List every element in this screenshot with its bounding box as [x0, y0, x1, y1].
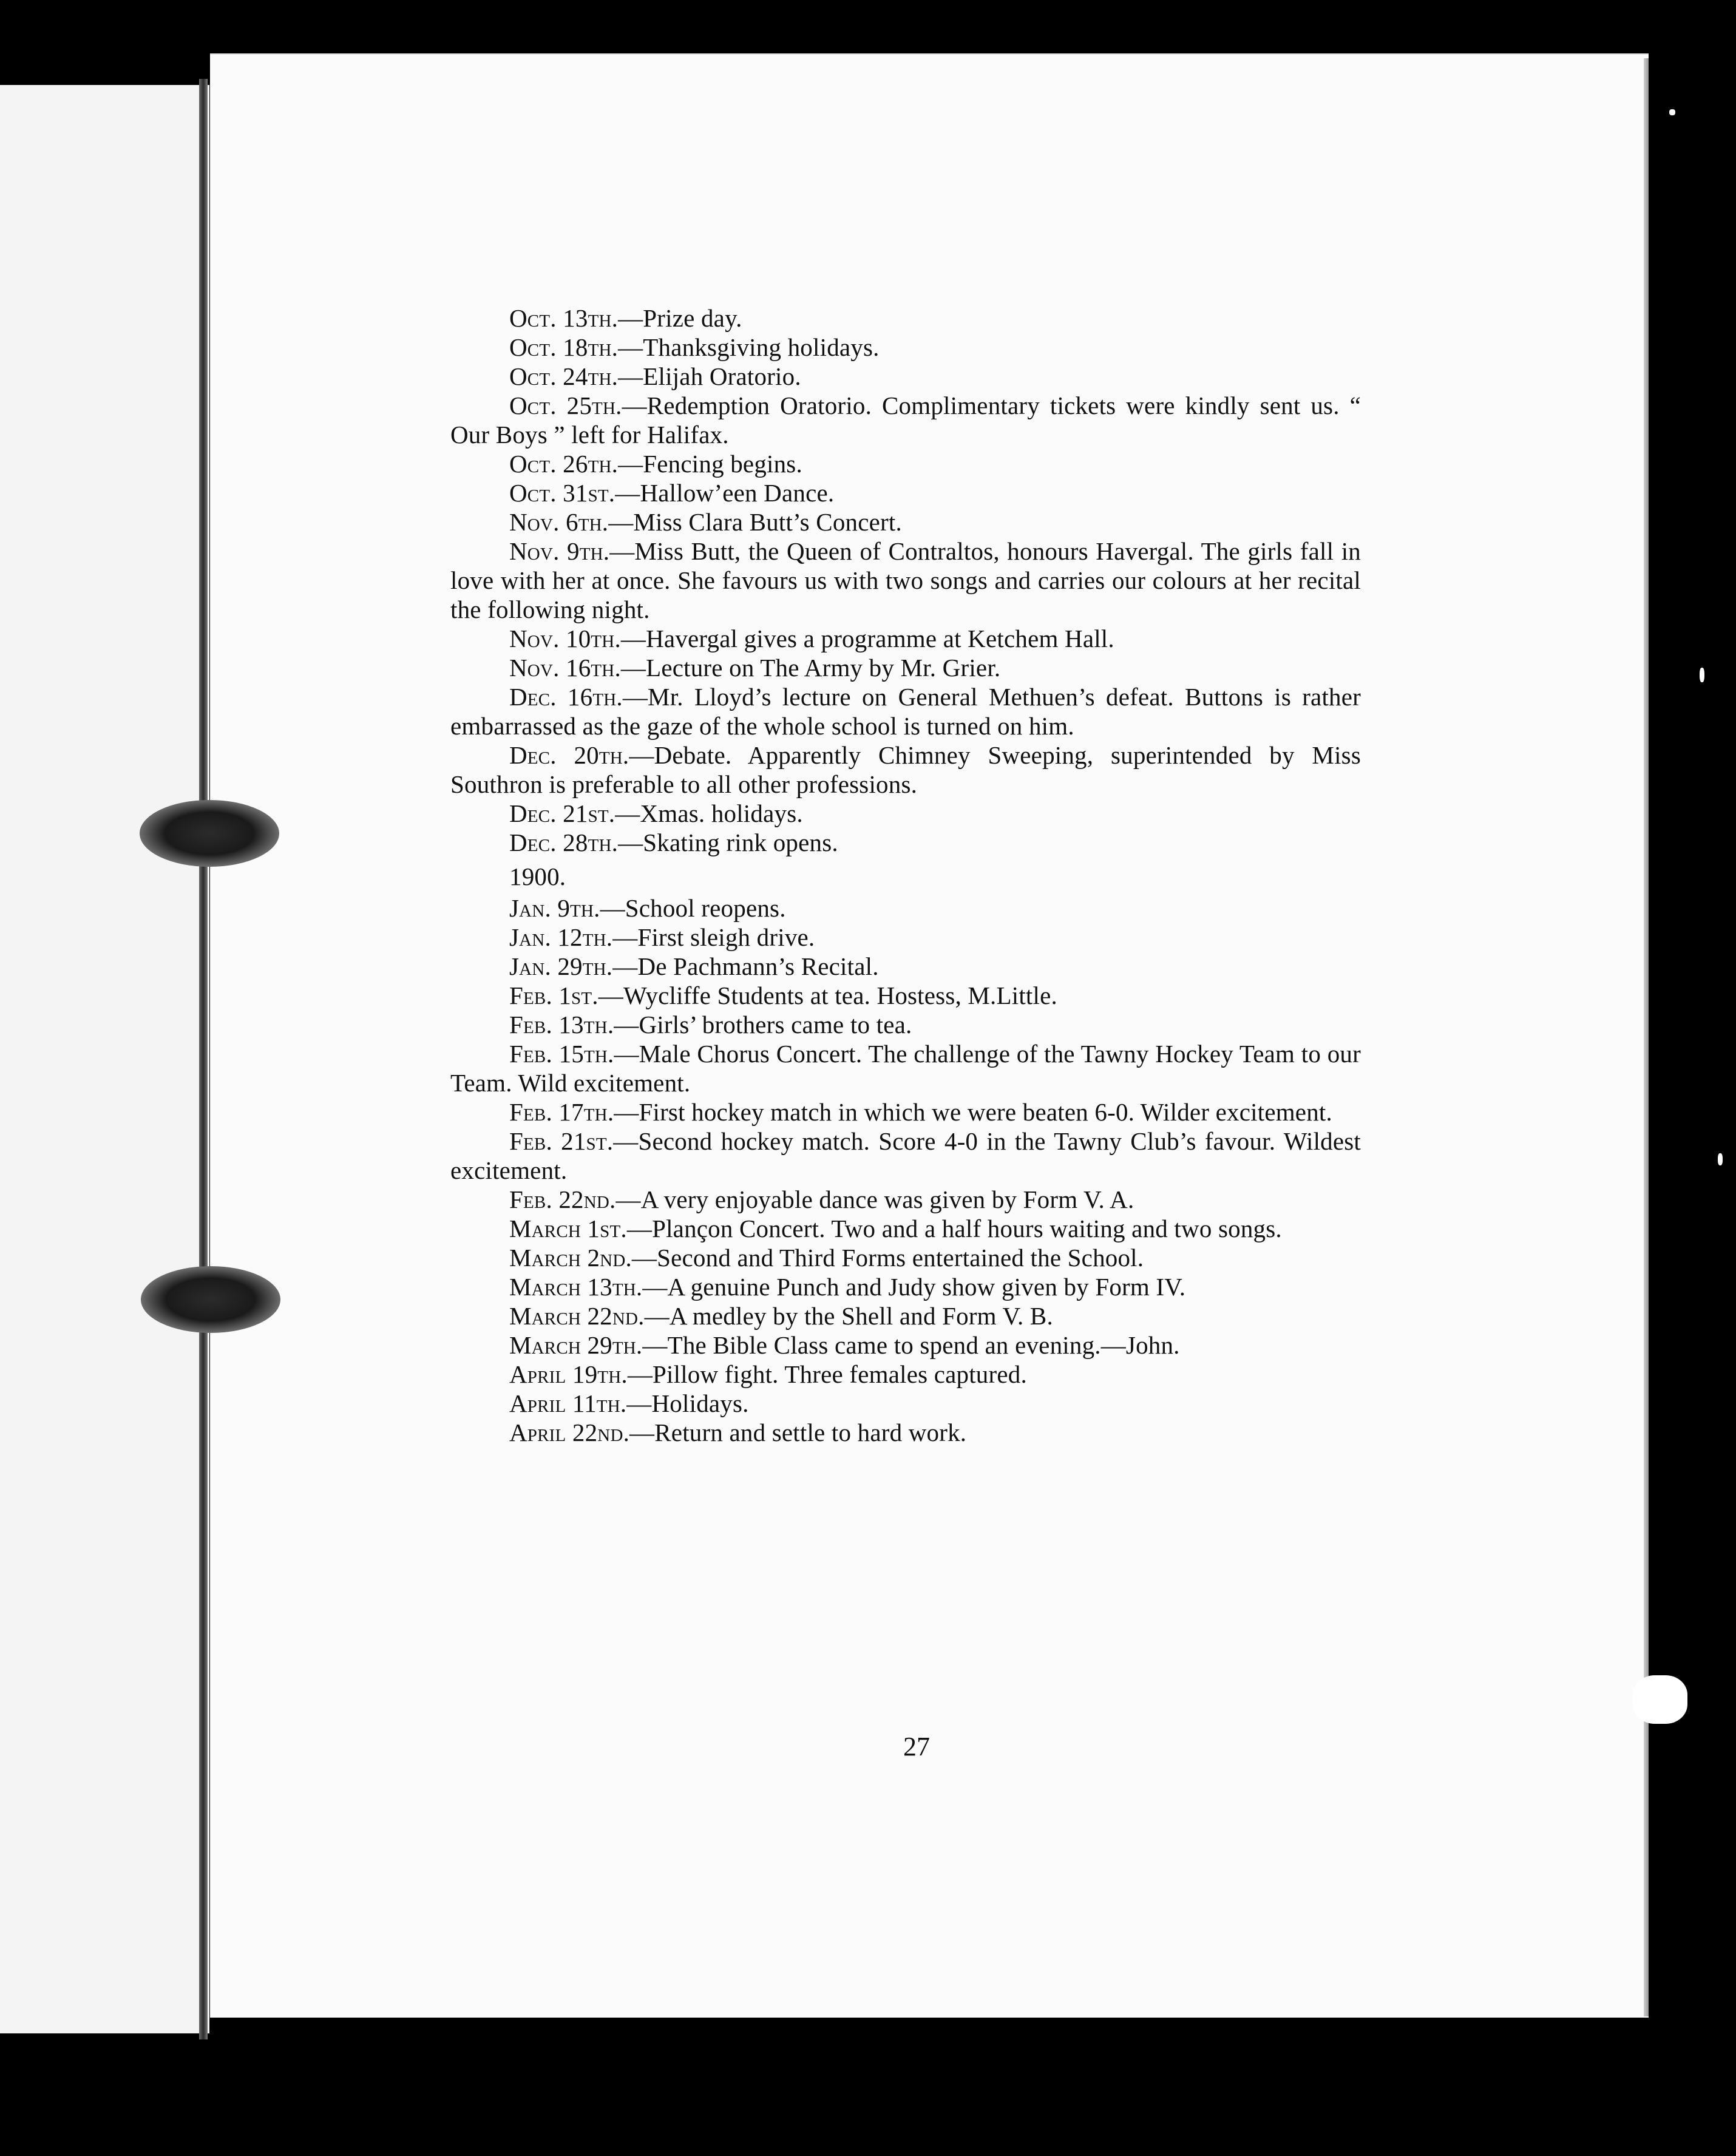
page-number: 27 [903, 1732, 930, 1761]
journal-entry [450, 1272, 1361, 1301]
entry-date: Dec. 21st. [509, 799, 615, 827]
journal-entry [450, 1010, 1361, 1039]
entry-date: Oct. 24th. [509, 362, 619, 390]
journal-entry [450, 923, 1361, 952]
entry-date: Jan. 29th. [509, 952, 613, 980]
entry-date: Feb. 21st. [509, 1127, 614, 1155]
journal-entry [450, 1418, 1361, 1447]
entry-text: —Redemption Oratorio. Complimentary tickets were kindly sent us. “ Our Boys ” left for Halifax. [450, 392, 1361, 449]
entry-date: March 1st. [509, 1215, 627, 1242]
journal-entry [450, 1039, 1361, 1097]
journal-entry [450, 1214, 1361, 1243]
entry-text: —Thanksgiving holidays. [618, 333, 880, 361]
journal-entry [450, 1243, 1361, 1272]
entry-date: Feb. 1st. [509, 981, 598, 1009]
journal-entry [450, 952, 1361, 981]
journal-entry [450, 741, 1361, 799]
entry-text: —Miss Butt, the Queen of Contraltos, honours Havergal. The girls fall in love with her at once. She favours us with two songs and carries our colours at her recital the following night. [450, 537, 1361, 623]
entry-date: April 19th. [509, 1360, 628, 1388]
entry-date: March 2nd. [509, 1244, 632, 1272]
entry-text: —Return and settle to hard work. [629, 1419, 967, 1446]
entry-text: —Second and Third Forms entertained the School. [631, 1244, 1144, 1272]
entry-text: —Skating rink opens. [618, 829, 838, 856]
journal-entry [450, 362, 1361, 391]
entry-text: —Second hockey match. Score 4-0 in the Tawny Club’s favour. Wildest excitement. [450, 1127, 1361, 1184]
scan-speck [1718, 1153, 1723, 1165]
journal-entry [450, 653, 1361, 682]
entry-date: Dec. 20th. [509, 741, 629, 769]
journal-entry [450, 507, 1361, 537]
entry-text: —Debate. Apparently Chimney Sweeping, superintended by Miss Southron is preferable to all other professions. [450, 741, 1361, 798]
entry-text: —Hallow’een Dance. [615, 479, 835, 507]
entry-date: Feb. 15th. [509, 1040, 614, 1068]
entry-text: —Wycliffe Students at tea. Hostess, M.Little. [598, 981, 1057, 1009]
entry-text: —A very enjoyable dance was given by Form V. A. [615, 1185, 1134, 1213]
journal-entry [450, 1301, 1361, 1331]
entry-date: Oct. 26th. [509, 450, 619, 478]
entry-date: March 13th. [509, 1273, 643, 1301]
entry-date: Nov. 6th. [509, 508, 609, 536]
entry-text: —Pillow fight. Three females captured. [627, 1360, 1027, 1388]
entry-text: —Plançon Concert. Two and a half hours waiting and two songs. [626, 1215, 1282, 1242]
entry-date: Dec. 16th. [509, 683, 623, 711]
entry-date: Jan. 9th. [509, 894, 600, 922]
entry-text: —Miss Clara Butt’s Concert. [608, 508, 902, 536]
entry-text: —School reopens. [600, 894, 786, 922]
entry-date: Feb. 17th. [509, 1098, 614, 1126]
entry-date: Oct. 13th. [509, 304, 619, 332]
entry-date: Dec. 28th. [509, 829, 619, 856]
entry-text: —Fencing begins. [618, 450, 802, 478]
entry-date: March 29th. [509, 1331, 643, 1359]
journal-entry [450, 1185, 1361, 1214]
scan-speck [1700, 668, 1704, 682]
entry-date: March 22nd. [509, 1302, 645, 1330]
entry-text: —De Pachmann’s Recital. [612, 952, 879, 980]
entry-text: —Lecture on The Army by Mr. Grier. [620, 654, 1001, 682]
journal-entry [450, 624, 1361, 653]
entry-text: —First hockey match in which we were beaten 6-0. Wilder excitement. [614, 1098, 1332, 1126]
journal-entry [450, 682, 1361, 741]
entry-text: —The Bible Class came to spend an evening.—John. [642, 1331, 1180, 1359]
entry-date: Oct. 18th. [509, 333, 619, 361]
entry-date: Feb. 13th. [509, 1011, 614, 1039]
entry-date: Oct. 25th. [509, 392, 622, 419]
entry-date: Nov. 9th. [509, 537, 610, 565]
entry-text: —First sleigh drive. [612, 923, 815, 951]
journal-entry [450, 478, 1361, 507]
entries-1900 [450, 893, 1361, 1447]
entry-text: —Xmas. holidays. [615, 799, 803, 827]
journal-entry [450, 537, 1361, 624]
journal-text-block [450, 303, 1361, 1447]
entry-text: —Male Chorus Concert. The challenge of the Tawny Hockey Team to our Team. Wild excitement. [450, 1040, 1361, 1097]
entry-text: —Girls’ brothers came to tea. [614, 1011, 912, 1039]
entry-date: Nov. 10th. [509, 625, 621, 653]
journal-entry [450, 1389, 1361, 1418]
journal-entry [450, 303, 1361, 333]
journal-entry [450, 391, 1361, 449]
entry-date: Jan. 12th. [509, 923, 613, 951]
entry-text: —Mr. Lloyd’s lecture on General Methuen’s defeat. Buttons is rather embarrassed as the gaze of the whole school is turned on him. [450, 683, 1361, 740]
journal-entry [450, 1127, 1361, 1185]
entry-date: April 22nd. [509, 1419, 630, 1446]
left-page-edge [0, 85, 209, 2033]
entries-1899 [450, 303, 1361, 857]
entry-text: —Elijah Oratorio. [618, 362, 801, 390]
journal-entry [450, 893, 1361, 923]
scan-speck [1633, 1675, 1687, 1724]
entry-date: Feb. 22nd. [509, 1185, 616, 1213]
journal-entry [450, 333, 1361, 362]
journal-entry [450, 1360, 1361, 1389]
journal-entry [450, 449, 1361, 478]
binding-hole-bottom [141, 1266, 280, 1333]
entry-date: Oct. 31st. [509, 479, 615, 507]
entry-date: Nov. 16th. [509, 654, 621, 682]
entry-text: —Havergal gives a programme at Ketchem Hall. [620, 625, 1114, 653]
journal-entry [450, 828, 1361, 857]
entry-text: —A genuine Punch and Judy show given by Form IV. [642, 1273, 1186, 1301]
journal-entry [450, 799, 1361, 828]
entry-text: —A medley by the Shell and Form V. B. [644, 1302, 1053, 1330]
binding-hole-top [140, 800, 279, 867]
journal-entry [450, 1097, 1361, 1127]
scan-speck [1669, 109, 1675, 115]
year-heading: 1900. [509, 863, 566, 890]
entry-date: April 11th. [509, 1389, 627, 1417]
journal-entry [450, 1331, 1361, 1360]
entry-text: —Holidays. [626, 1389, 749, 1417]
entry-text: —Prize day. [618, 304, 742, 332]
book-spine [199, 79, 208, 2039]
journal-entry [450, 981, 1361, 1010]
